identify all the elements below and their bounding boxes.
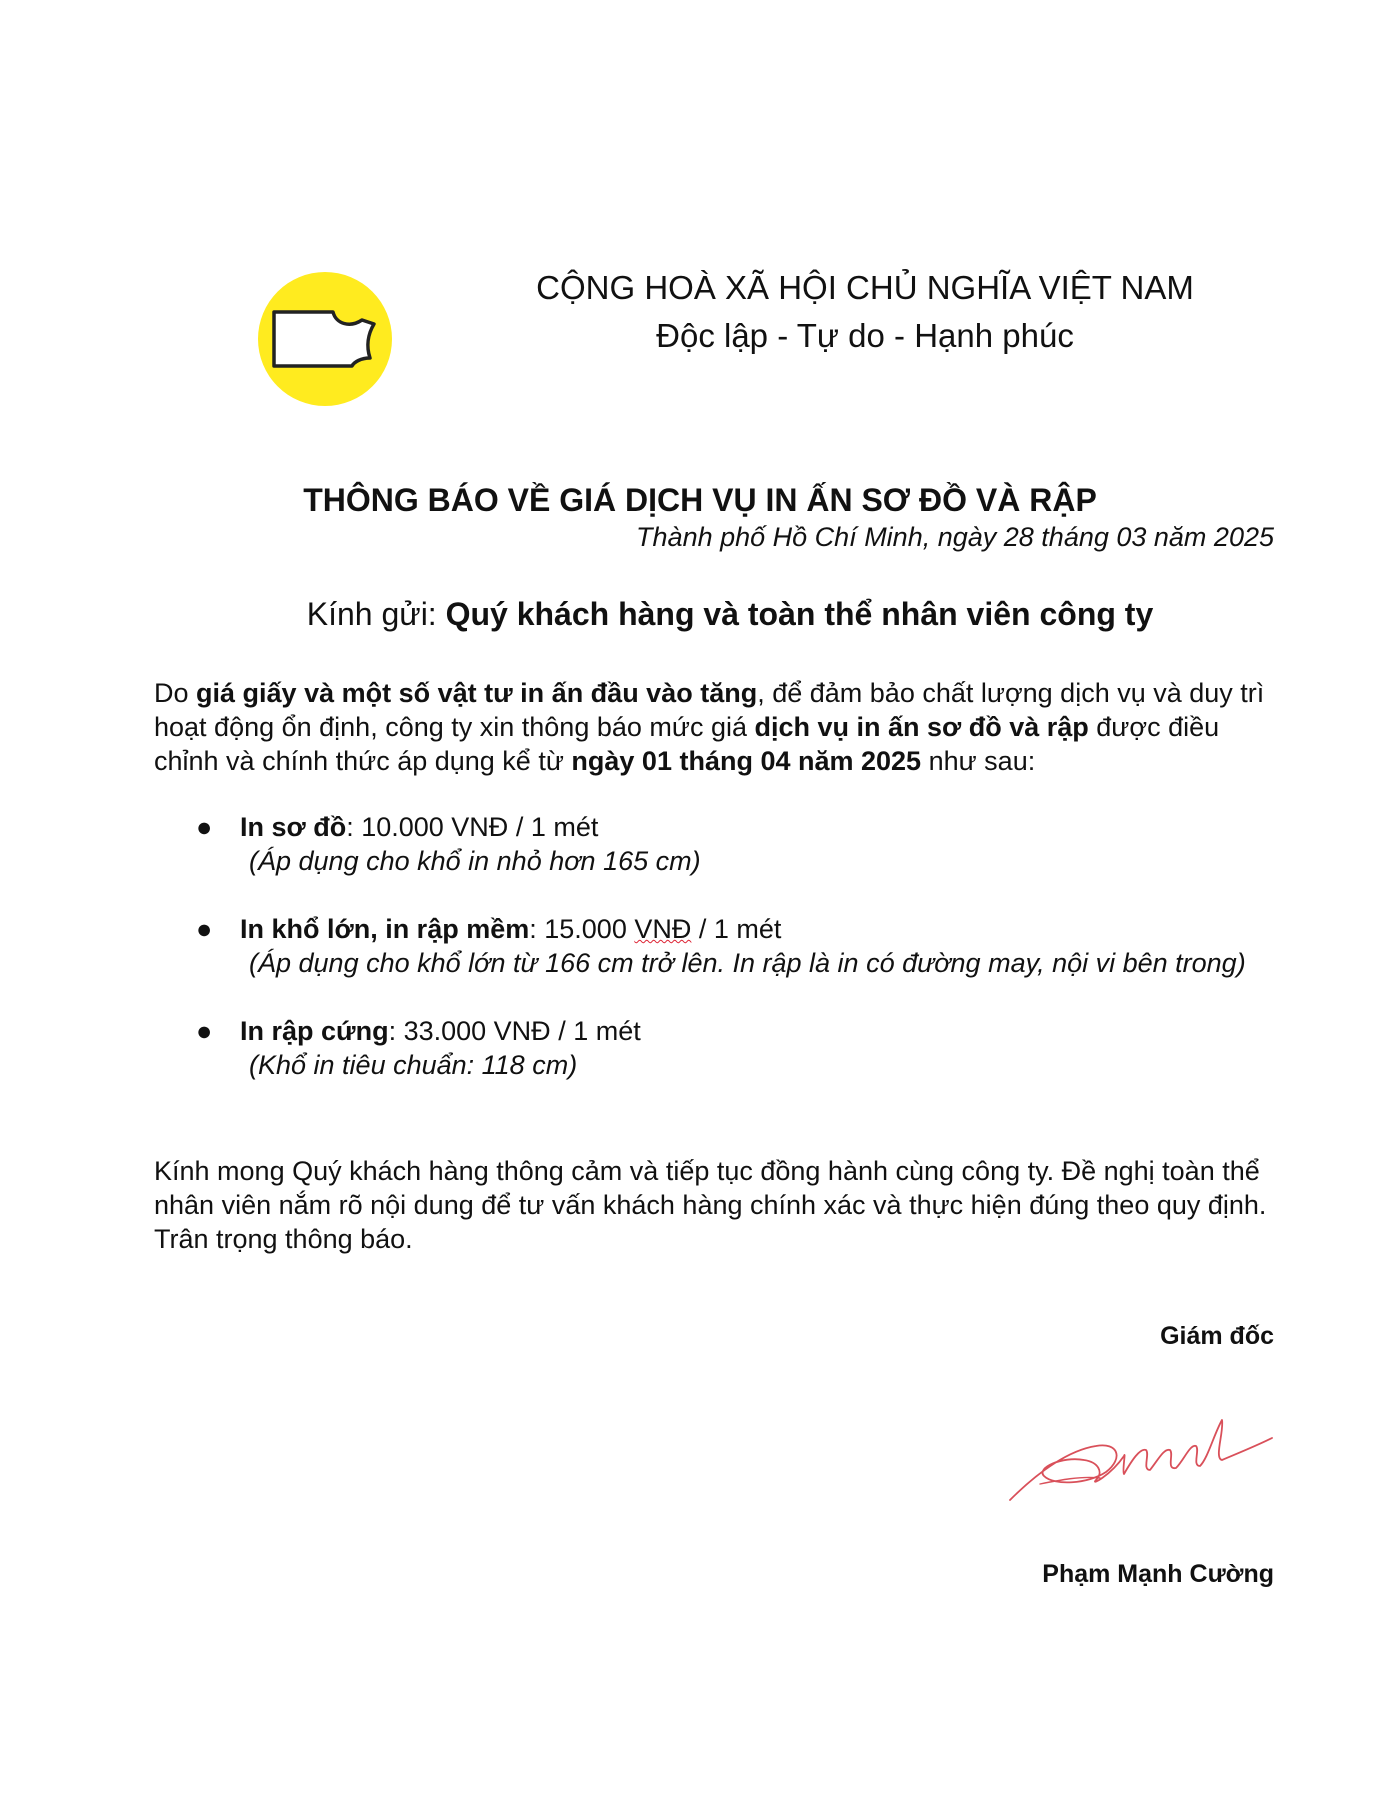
price-item-name: In rập cứng (240, 1016, 389, 1046)
salutation-prefix: Kính gửi: (306, 596, 437, 632)
intro-bold-3: ngày 01 tháng 04 năm 2025 (571, 746, 922, 776)
bullet-icon: ● (196, 914, 213, 944)
intro-text-1: Do (154, 678, 197, 708)
price-item-amount: : 33.000 (388, 1016, 494, 1046)
signer-role: Giám đốc (1160, 1322, 1274, 1350)
intro-paragraph (154, 676, 1284, 778)
bullet-icon: ● (196, 812, 213, 842)
price-item (196, 1014, 1286, 1082)
closing-paragraph (154, 1154, 1284, 1256)
price-item-unit: / 1 mét (691, 914, 782, 944)
intro-bold-2: dịch vụ in ấn sơ đồ và rập (754, 712, 1089, 742)
price-item-unit: / 1 mét (508, 812, 599, 842)
garment-pattern-icon (274, 312, 374, 366)
price-item-currency: VNĐ (493, 1016, 551, 1046)
intro-bold-1: giá giấy và một số vật tư in ấn đầu vào tăng (196, 678, 758, 708)
price-item (196, 810, 1286, 878)
company-logo (258, 272, 392, 406)
price-item-note: (Áp dụng cho khổ lớn từ 166 cm trở lên. In rập là in có đường may, nội vi bên trong) (249, 948, 1246, 978)
handwritten-signature (1000, 1380, 1280, 1520)
signer-name: Phạm Mạnh Cường (1042, 1560, 1274, 1588)
price-item-amount: : 15.000 (529, 914, 635, 944)
price-item-note: (Khổ in tiêu chuẩn: 118 cm) (249, 1050, 578, 1080)
intro-text-2: , để đảm bảo chất lượng dịch vụ và duy trì hoạt động ổn định, công ty xin thông báo mức giá (154, 678, 1265, 742)
price-item-currency: VNĐ (451, 812, 509, 842)
intro-text-4: như sau: (921, 746, 1036, 776)
closing-text: Kính mong Quý khách hàng thông cảm và tiếp tục đồng hành cùng công ty. Đề nghị toàn thể nhân viên nắm rõ nội dung để tư vấn khách hàng chính xác và thực hiện đúng theo quy định. (154, 1156, 1267, 1220)
price-item-amount: : 10.000 (346, 812, 452, 842)
bullet-icon: ● (196, 1016, 213, 1046)
price-item-unit: / 1 mét (550, 1016, 641, 1046)
price-list (196, 810, 1286, 1116)
national-heading (470, 264, 1260, 360)
dateline: Thành phố Hồ Chí Minh, ngày 28 tháng 03 năm 2025 (636, 522, 1274, 552)
price-item-name: In sơ đồ (240, 812, 347, 842)
price-item (196, 912, 1286, 980)
salutation-recipients: Quý khách hàng và toàn thể nhân viên công ty (445, 596, 1154, 632)
price-item-note: (Áp dụng cho khổ in nhỏ hơn 165 cm) (249, 846, 701, 876)
national-motto: Độc lập - Tự do - Hạnh phúc (656, 317, 1074, 354)
intro-text-3: được điều chỉnh và chính thức áp dụng kể từ (154, 712, 1220, 776)
document-title: THÔNG BÁO VỀ GIÁ DỊCH VỤ IN ẤN SƠ ĐỒ VÀ RẬP (303, 482, 1097, 518)
nation-name: CỘNG HOÀ XÃ HỘI CHỦ NGHĨA VIỆT NAM (536, 269, 1194, 306)
salutation (140, 596, 1320, 633)
price-item-name: In khổ lớn, in rập mềm (240, 914, 530, 944)
closing-regards: Trân trọng thông báo. (154, 1224, 413, 1254)
price-item-currency: VNĐ (634, 914, 692, 944)
